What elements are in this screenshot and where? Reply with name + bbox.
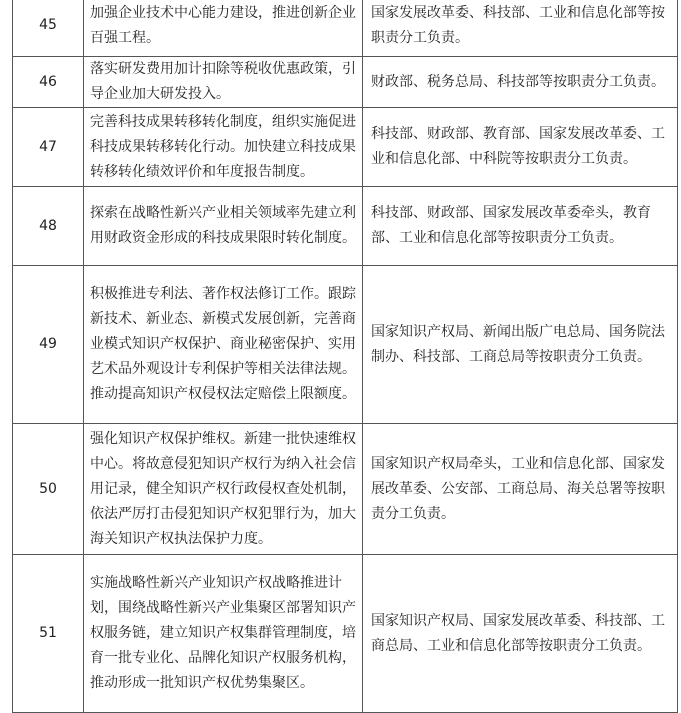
measure-cell: 实施战略性新兴产业知识产权战略推进计划，围绕战略性新兴产业集聚区部署知识产权服务链，建立知识产权集群管理制度，培育一批专业化、品牌化知识产权服务机构，推动形成一批知识产权优势集聚区。 (84, 555, 363, 713)
row-number: 49 (13, 266, 84, 424)
table-row (13, 266, 678, 424)
row-number: 45 (13, 0, 84, 57)
measure-cell: 积极推进专利法、著作权法修订工作。跟踪新技术、新业态、新模式发展创新，完善商业模式知识产权保护、商业秘密保护、实用艺术品外观设计专利保护等相关法律法规。推动提高知识产权侵权法定赔偿上限额度。 (84, 266, 363, 424)
measure-cell: 完善科技成果转移转化制度，组织实施促进科技成果转移转化行动。加快建立科技成果转移转化绩效评价和年度报告制度。 (84, 108, 363, 187)
table-row (13, 57, 678, 108)
department-cell: 国家知识产权局、新闻出版广电总局、国务院法制办、科技部、工商总局等按职责分工负责。 (363, 266, 678, 424)
department-cell: 科技部、财政部、国家发展改革委牵头，教育部、工业和信息化部等按职责分工负责。 (363, 187, 678, 266)
measure-cell: 落实研发费用加计扣除等税收优惠政策，引导企业加大研发投入。 (84, 57, 363, 108)
measure-cell: 强化知识产权保护维权。新建一批快速维权中心。将故意侵犯知识产权行为纳入社会信用记录，健全知识产权行政侵权查处机制，依法严厉打击侵犯知识产权犯罪行为，加大海关知识产权执法保护力度。 (84, 424, 363, 555)
table-row (13, 108, 678, 187)
table-row (13, 187, 678, 266)
table-row (13, 0, 678, 57)
department-cell: 国家发展改革委、科技部、工业和信息化部等按职责分工负责。 (363, 0, 678, 57)
row-number: 51 (13, 555, 84, 713)
row-number: 50 (13, 424, 84, 555)
measure-cell: 探索在战略性新兴产业相关领域率先建立利用财政资金形成的科技成果限时转化制度。 (84, 187, 363, 266)
row-number: 46 (13, 57, 84, 108)
department-cell: 国家知识产权局、国家发展改革委、科技部、工商总局、工业和信息化部等按职责分工负责。 (363, 555, 678, 713)
department-cell: 科技部、财政部、教育部、国家发展改革委、工业和信息化部、中科院等按职责分工负责。 (363, 108, 678, 187)
department-cell: 财政部、税务总局、科技部等按职责分工负责。 (363, 57, 678, 108)
row-number: 47 (13, 108, 84, 187)
policy-table (12, 0, 678, 713)
table-row (13, 424, 678, 555)
measure-cell: 加强企业技术中心能力建设，推进创新企业百强工程。 (84, 0, 363, 57)
table-row (13, 555, 678, 713)
row-number: 48 (13, 187, 84, 266)
department-cell: 国家知识产权局牵头，工业和信息化部、国家发展改革委、公安部、工商总局、海关总署等按职责分工负责。 (363, 424, 678, 555)
